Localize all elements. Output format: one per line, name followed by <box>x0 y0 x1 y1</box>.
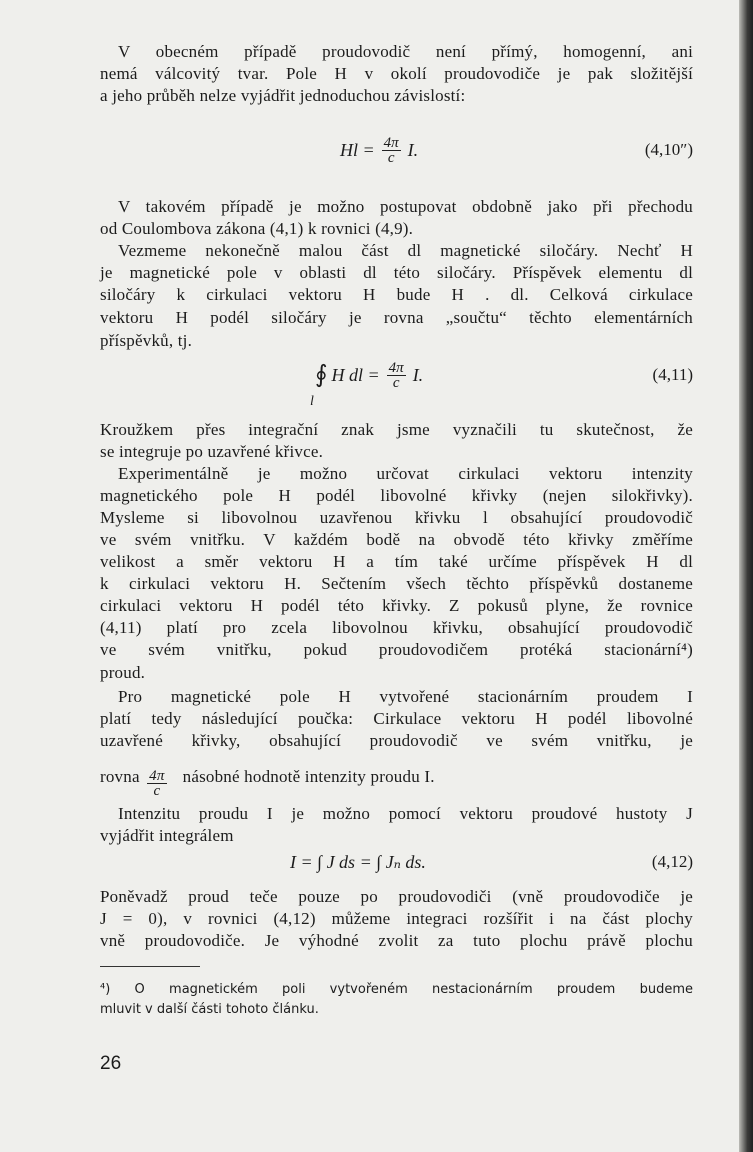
text-line: od Coulombova zákona (4,1) k rovnici (4,9). <box>100 219 414 238</box>
text-line: vektoru H podél siločáry je rovna „součtu“ těchto elementárních <box>100 308 693 327</box>
equation-lhs: Hl = <box>340 139 375 160</box>
text-line: vyjádřit integrálem <box>100 826 234 845</box>
text-line: je magnetické pole v oblasti dl této siločáry. Příspěvek elementu dl <box>100 263 693 282</box>
text-line: příspěvků, tj. <box>100 331 193 350</box>
page-number: 26 <box>100 1053 122 1074</box>
page-edge-shadow <box>739 0 753 1152</box>
text-line: vně proudovodiče. Je výhodné zvolit za tuto plochu právě plochu <box>100 931 693 950</box>
equation-body <box>315 353 423 397</box>
text-line: a jeho průběh nelze vyjádřit jednoduchou závislostí: <box>100 86 466 105</box>
text-line: velikost a směr vektoru H a tím také určíme příspěvek H dl <box>100 552 693 571</box>
equation-expression: I = ∫ J ds = ∫ Jₙ ds. <box>290 851 426 872</box>
fraction <box>382 136 401 165</box>
footnote-line: ⁴) O magnetickém poli vytvořeném nestacionárním proudem budeme <box>100 982 693 997</box>
equation-body <box>290 840 426 884</box>
text-fragment: rovna <box>100 767 140 786</box>
text-line: Experimentálně je možno určovat cirkulaci vektoru intenzity <box>118 464 693 483</box>
text-line: se integruje po uzavřené křivce. <box>100 442 324 461</box>
text-line: J = 0), v rovnici (4,12) můžeme integraci rozšířit i na část plochy <box>100 909 693 928</box>
equation <box>100 128 693 172</box>
text-line: proud. <box>100 663 146 682</box>
text-line: V obecném případě proudovodič není přímý, homogenní, ani <box>118 42 693 61</box>
text-line: Kroužkem přes integrační znak jsme vyznačili tu skutečnost, že <box>100 420 693 439</box>
text-line: Vezmeme nekonečně malou část dl magnetické siločáry. Nechť H <box>118 241 693 260</box>
text-line: ve svém vnitřku. V každém bodě na obvodě této křivky změříme <box>100 530 693 549</box>
text-line: k cirkulaci vektoru H. Sečtením všech těchto příspěvků dostaneme <box>100 574 693 593</box>
text-line: ve svém vnitřku, pokud proudovodičem protéká stacionární⁴) <box>100 640 693 659</box>
fraction-denominator: c <box>387 149 395 166</box>
integral-subscript: l <box>310 394 314 409</box>
equation <box>100 353 693 409</box>
text-line: cirkulaci vektoru H podél této křivky. Z pokusů plyne, že rovnice <box>100 596 693 615</box>
text-line: magnetického pole H podél libovolné křivky (nejen silokřivky). <box>100 486 693 505</box>
equation-rhs: I. <box>407 139 419 160</box>
text-line: Mysleme si libovolnou uzavřenou křivku l obsahující proudovodič <box>100 508 693 527</box>
fraction-numerator: 4π <box>149 768 165 784</box>
text-line-with-fraction <box>100 766 693 799</box>
footnote-line: mluvit v další části tohoto článku. <box>100 1002 319 1017</box>
fraction-denominator: c <box>153 783 161 799</box>
text-line: Poněvadž proud teče pouze po proudovodiči (vně proudovodiče je <box>100 887 693 906</box>
text-line: platí tedy následující poučka: Cirkulace vektoru H podél libovolné <box>100 709 693 728</box>
text-fragment: násobné hodnotě intenzity proudu I. <box>182 767 435 786</box>
text-line: nemá válcovitý tvar. Pole H v okolí proudovodiče je pak složitější <box>100 64 693 83</box>
text-line: siločáry k cirkulaci vektoru H bude H . dl. Celková cirkulace <box>100 285 693 304</box>
text-line: uzavřené křivky, obsahující proudovodič ve svém vnitřku, je <box>100 731 693 750</box>
equation-number: (4,12) <box>651 852 693 871</box>
equation <box>100 840 693 884</box>
equation-number: (4,11) <box>652 365 693 384</box>
fraction-numerator: 4π <box>383 134 399 151</box>
fraction-numerator: 4π <box>388 359 404 376</box>
equation-rhs: I. <box>412 364 424 385</box>
fraction-denominator: c <box>392 374 400 391</box>
equation-body <box>340 128 418 172</box>
footnote-rule <box>100 966 200 967</box>
fraction <box>387 361 406 390</box>
text-line: V takovém případě je možno postupovat obdobně jako při přechodu <box>118 197 693 216</box>
fraction <box>147 769 166 798</box>
equation-lhs: H dl = <box>331 364 380 385</box>
text-line: (4,11) platí pro zcela libovolnou křivku, obsahující proudovodič <box>100 618 693 637</box>
contour-integral-sign: ∮ <box>315 362 328 388</box>
text-line: Pro magnetické pole H vytvořené stacionárním proudem I <box>118 687 693 706</box>
equation-number: (4,10″) <box>644 140 693 159</box>
text-line: Intenzitu proudu I je možno pomocí vektoru proudové hustoty J <box>118 804 693 823</box>
